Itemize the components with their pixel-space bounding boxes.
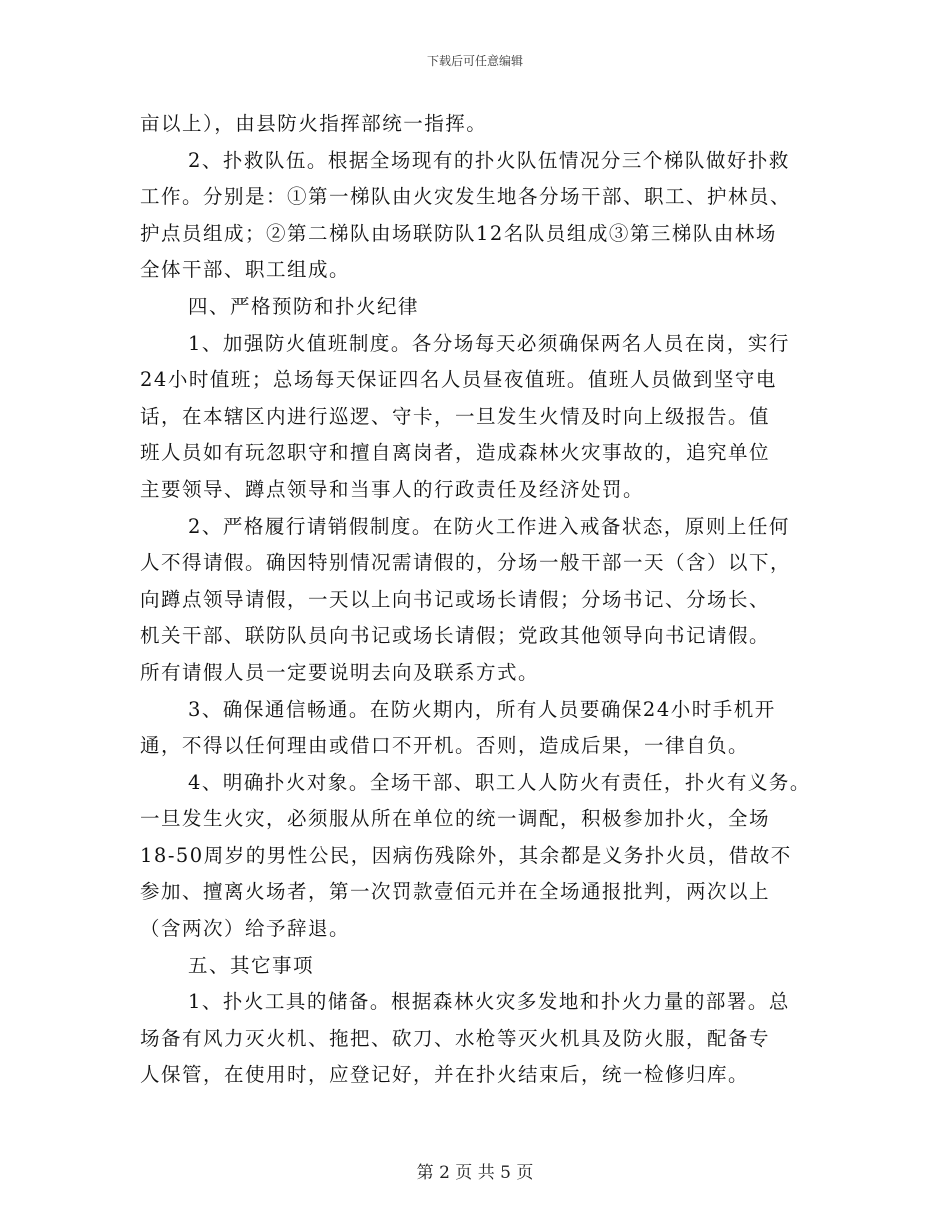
text-line: 18-50周岁的男性公民，因病伤残除外，其余都是义务扑火员，借故不 — [140, 843, 792, 867]
text-line: 3、确保通信畅通。在防火期内，所有人员要确保24小时手机开 — [188, 697, 776, 721]
text-line: 主要领导、蹲点领导和当事人的行政责任及经济处罚。 — [140, 477, 645, 501]
page-number: 第 2 页 共 5 页 — [416, 1163, 534, 1183]
page-header: 下载后可任意编辑 — [426, 54, 523, 68]
text-line: 班人员如有玩忽职守和擅自离岗者，造成森林火灾事故的，追究单位 — [140, 441, 771, 465]
text-line: （含两次）给予辞退。 — [140, 917, 351, 941]
text-line: 四、严格预防和扑火纪律 — [188, 294, 420, 318]
text-line: 通，不得以任何理由或借口不开机。否则，造成后果，一律自负。 — [140, 734, 750, 758]
text-line: 一旦发生火灾，必须服从所在单位的统一调配，积极参加扑火，全场 — [140, 807, 771, 831]
text-line: 亩以上），由县防火指挥部统一指挥。 — [140, 112, 488, 135]
text-line: 工作。分别是：①第一梯队由火灾发生地各分场干部、职工、护林员、 — [140, 185, 792, 209]
text-line: 护点员组成；②第二梯队由场联防队12名队员组成③第三梯队由林场 — [140, 221, 777, 245]
text-line: 五、其它事项 — [188, 953, 315, 977]
text-line: 场备有风力灭火机、拖把、砍刀、水枪等灭火机具及防火服，配备专 — [140, 1026, 771, 1050]
text-line: 2、扑救队伍。根据全场现有的扑火队伍情况分三个梯队做好扑救 — [188, 148, 790, 172]
text-line: 参加、擅离火场者，第一次罚款壹佰元并在全场通报批判，两次以上 — [140, 880, 771, 904]
text-line: 话，在本辖区内进行巡逻、守卡，一旦发生火情及时向上级报告。值 — [140, 404, 771, 428]
text-line: 所有请假人员一定要说明去向及联系方式。 — [140, 660, 540, 684]
text-line: 全体干部、职工组成。 — [140, 258, 351, 282]
text-line: 2、严格履行请销假制度。在防火工作进入戒备状态，原则上任何 — [188, 514, 790, 538]
document-body — [140, 106, 820, 1094]
text-line: 4、明确扑火对象。全场干部、职工人人防火有责任，扑火有义务。 — [188, 770, 811, 794]
text-line: 24小时值班；总场每天保证四名人员昼夜值班。值班人员做到坚守电 — [140, 368, 777, 392]
text-line: 人不得请假。确因特别情况需请假的，分场一般干部一天（含）以下， — [140, 551, 792, 575]
text-line: 向蹲点领导请假，一天以上向书记或场长请假；分场书记、分场长、 — [140, 587, 771, 611]
text-line: 机关干部、联防队员向书记或场长请假；党政其他领导向书记请假。 — [140, 624, 771, 648]
text-line: 1、加强防火值班制度。各分场每天必须确保两名人员在岗，实行 — [188, 331, 790, 355]
text-line: 人保管，在使用时，应登记好，并在扑火结束后，统一检修归库。 — [140, 1063, 750, 1087]
text-line: 1、扑火工具的储备。根据森林火灾多发地和扑火力量的部署。总 — [188, 990, 790, 1014]
